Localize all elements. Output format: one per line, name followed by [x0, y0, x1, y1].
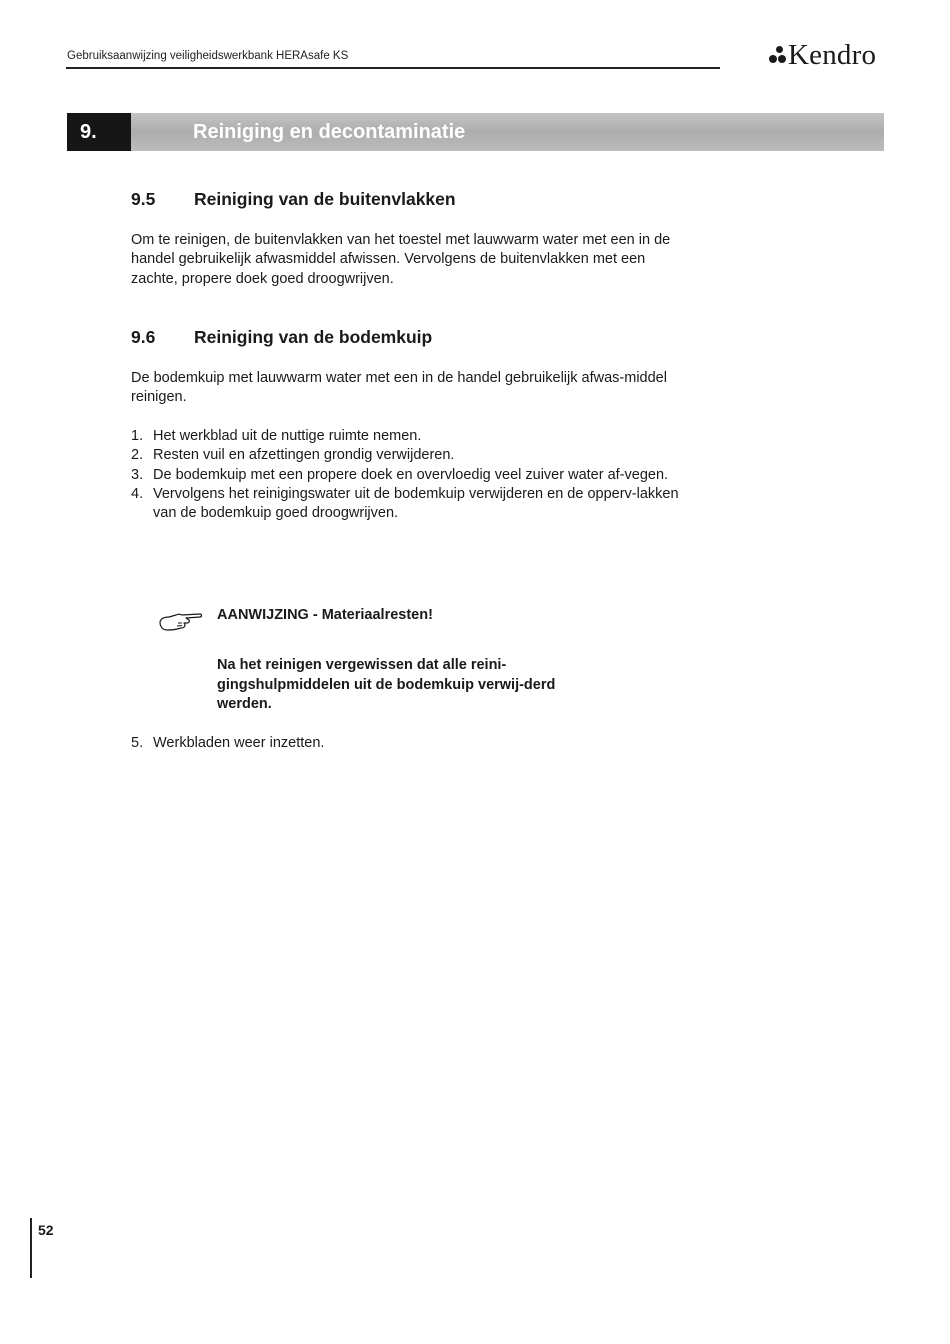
list-item — [131, 734, 691, 753]
section-paragraph: De bodemkuip met lauwwarm water met een in de handel gebruikelijk afwas-middel reinigen. — [131, 370, 667, 406]
list-item — [131, 446, 691, 465]
chapter-title: Reiniging en decontaminatie — [131, 113, 884, 151]
step-list-continued — [131, 734, 691, 753]
header-rule — [66, 67, 720, 69]
section-number: 9.6 — [131, 327, 156, 347]
section-title: Reiniging van de bodemkuip — [194, 327, 433, 347]
logo-wordmark: Kendro — [788, 38, 877, 71]
step-list — [131, 427, 691, 523]
step-number: 1. — [131, 428, 144, 444]
step-number: 4. — [131, 485, 144, 502]
section-paragraph: Om te reinigen, de buitenvlakken van het toestel met lauwwarm water met een in de handel gebruikelijk afwasmiddel afwissen. Vervolgens de buitenvlakken met een zachte, propere doek goed droogwrijven. — [131, 232, 671, 287]
logo-dots-icon — [767, 44, 787, 66]
section-number: 9.5 — [131, 189, 156, 209]
step-text: Het werkblad uit de nuttige ruimte nemen. — [153, 428, 422, 444]
step-text: Vervolgens het reinigingswater uit de bodemkuip verwijderen en de opperv-lakken van de bodemkuip goed droogwrijven. — [153, 485, 679, 522]
step-number: 5. — [131, 735, 144, 751]
step-text: Resten vuil en afzettingen grondig verwijderen. — [153, 447, 455, 464]
note-title: AANWIJZING - Materiaalresten! — [217, 607, 433, 623]
list-item — [131, 485, 691, 524]
pointing-hand-icon — [158, 610, 204, 632]
step-text: De bodemkuip met een propere doek en overvloedig veel zuiver water af-vegen. — [153, 466, 669, 483]
section-title: Reiniging van de buitenvlakken — [194, 189, 456, 209]
header-title: Gebruiksaanwijzing veiligheidswerkbank HERAsafe KS — [67, 50, 349, 62]
chapter-number: 9. — [67, 113, 131, 151]
kendro-logo — [767, 38, 876, 72]
list-item — [131, 466, 691, 485]
step-number: 3. — [131, 466, 144, 483]
page-number-rule — [30, 1218, 32, 1278]
section-heading-9-6 — [131, 327, 432, 348]
section-heading-9-5 — [131, 189, 456, 210]
note-body: Na het reinigen vergewissen dat alle reini-gingshulpmiddelen uit de bodemkuip verwij-derd werden. — [217, 657, 556, 712]
list-item — [131, 427, 691, 446]
step-number: 2. — [131, 447, 144, 464]
step-text: Werkbladen weer inzetten. — [153, 735, 325, 751]
page-number: 52 — [38, 1222, 54, 1238]
